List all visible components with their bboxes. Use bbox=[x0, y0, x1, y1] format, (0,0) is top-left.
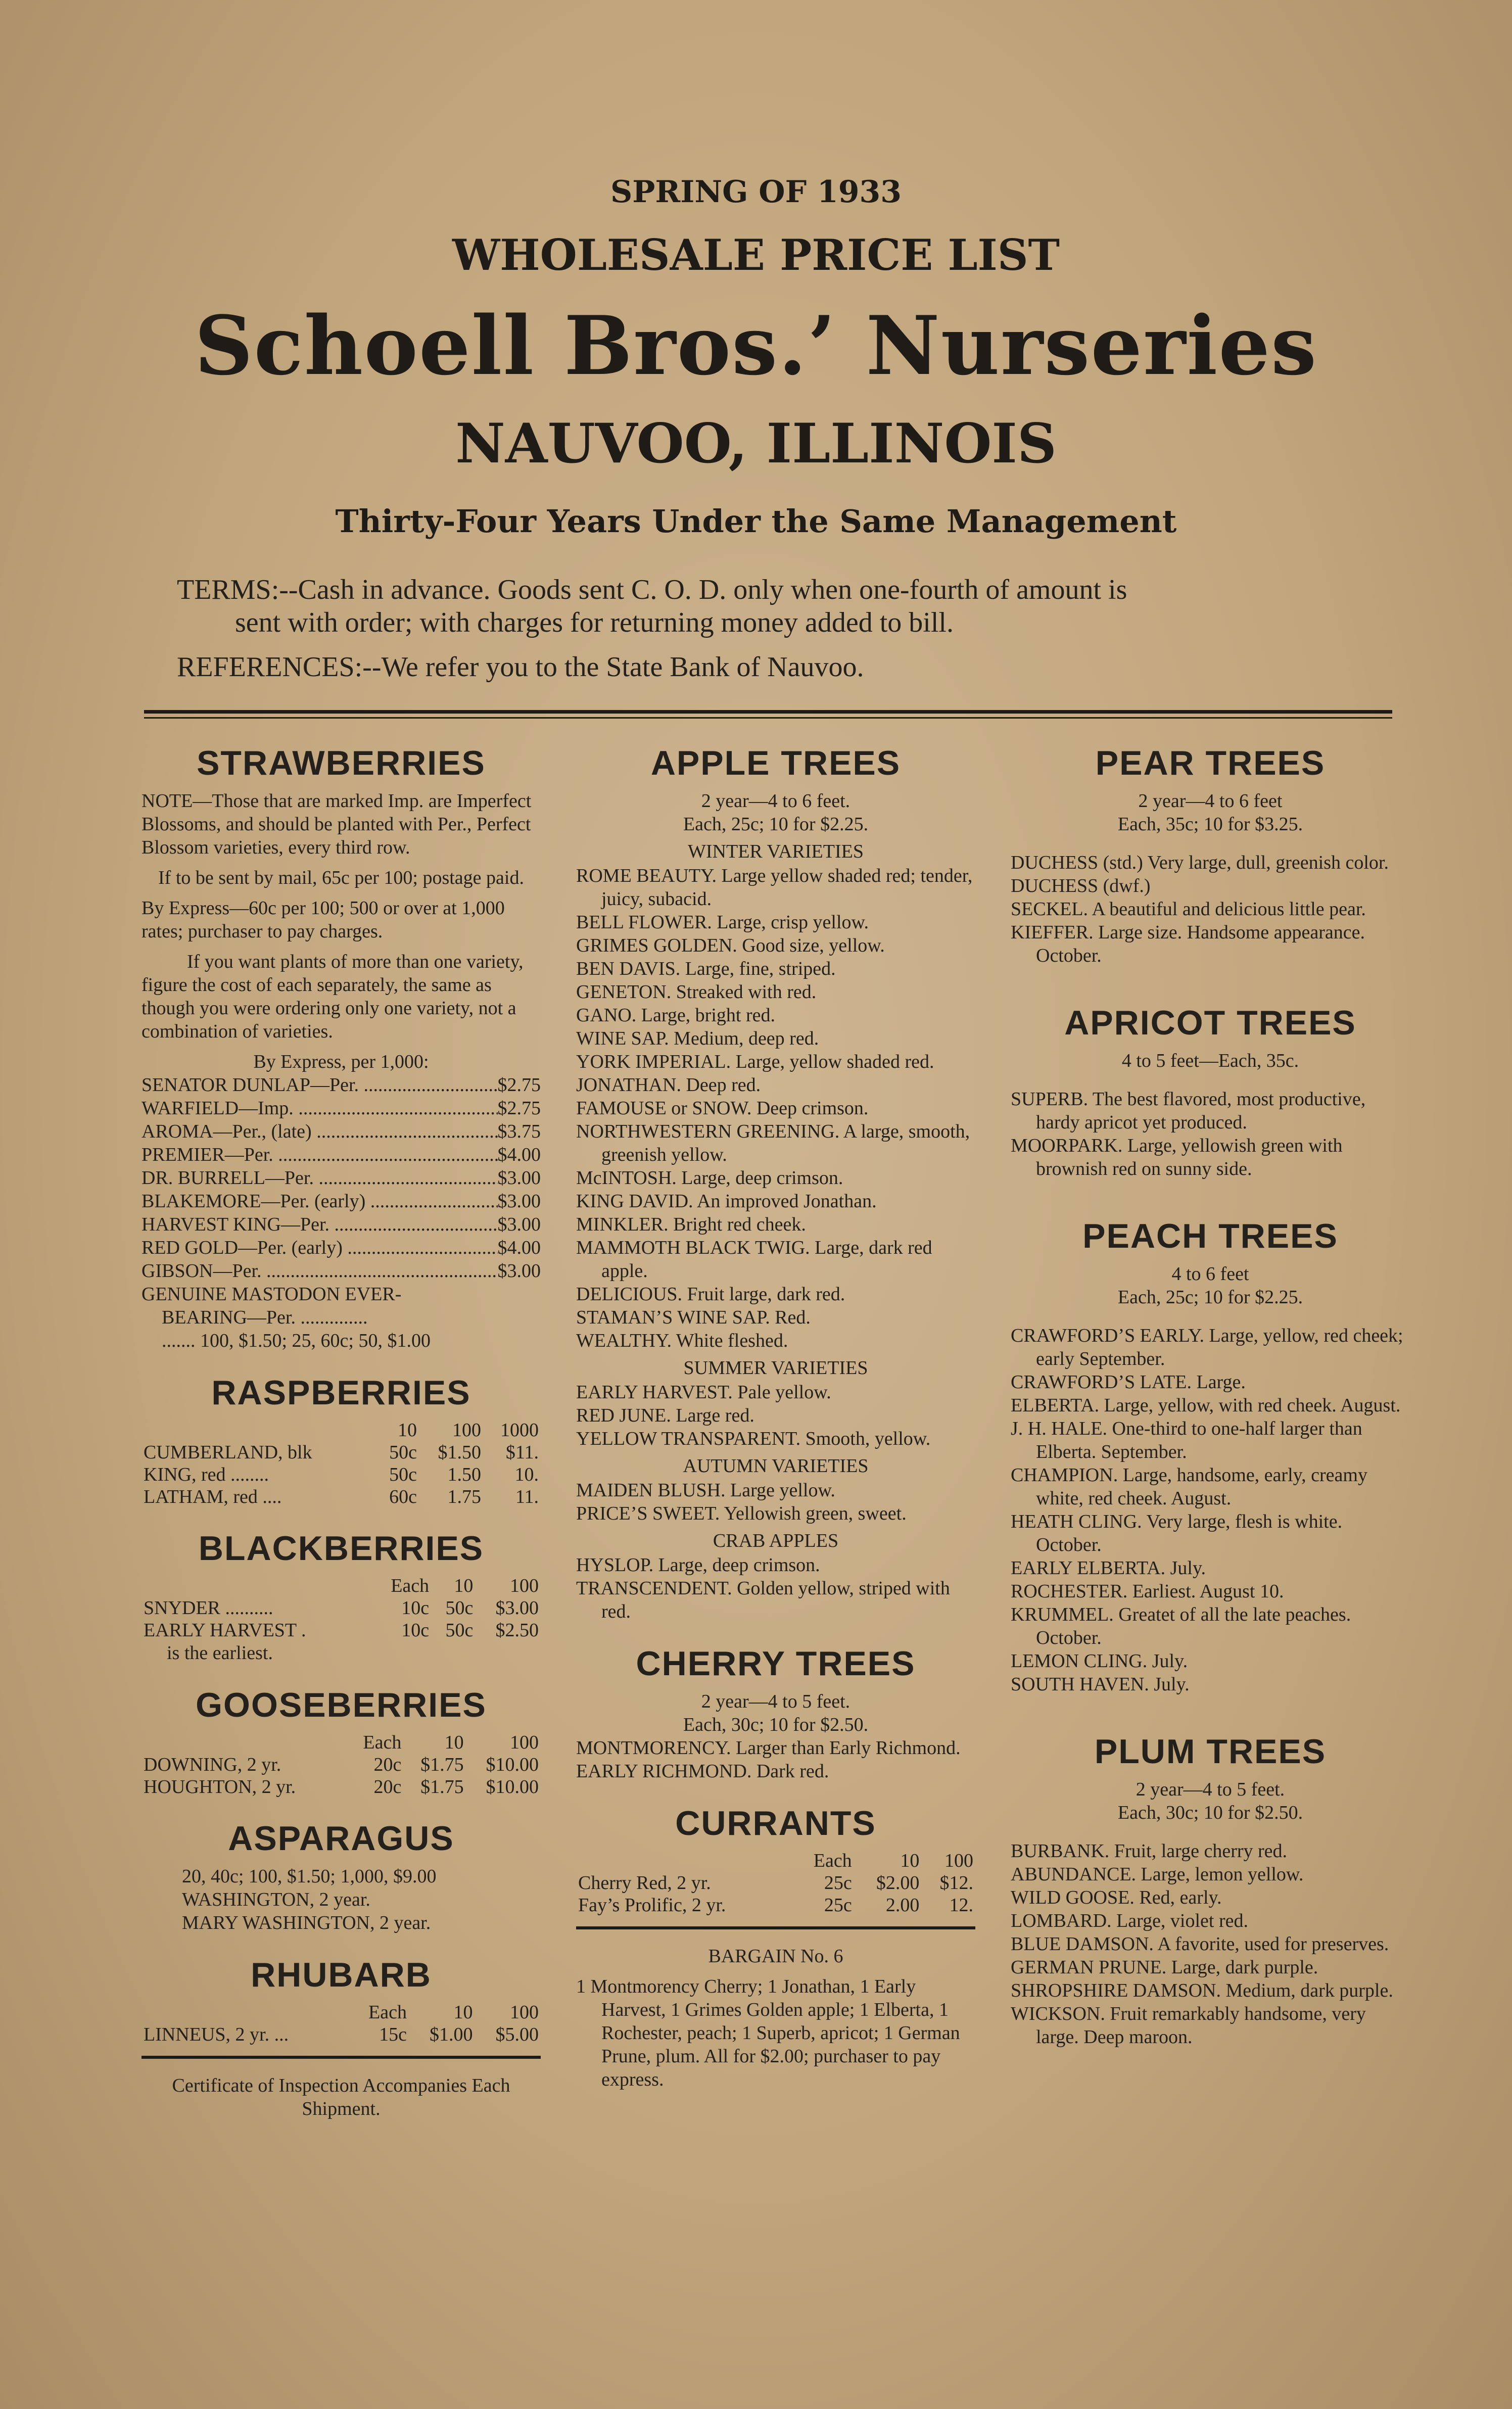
pear-list bbox=[1011, 851, 1410, 967]
price-cell: $1.50 bbox=[438, 1442, 481, 1463]
apple-variety: ROME BEAUTY. Large yellow shaded red; tender, juicy, subacid. bbox=[576, 865, 973, 910]
rhubarb-price-table bbox=[141, 2001, 541, 2046]
apple-trees-title: APPLE TREES bbox=[650, 744, 901, 782]
apricot-variety: MOORPARK. Large, yellowish green with brownish red on sunny side. bbox=[1011, 1135, 1343, 1179]
table-row bbox=[141, 1754, 541, 1776]
strawberries-note: NOTE—Those that are marked Imp. are Imperfect Blossoms, and should be planted with Per., Perfect Blossom varieties, every third row. bbox=[141, 790, 532, 858]
apple-price: Each, 25c; 10 for $2.25. bbox=[683, 814, 869, 835]
apple-summer-label: SUMMER VARIETIES bbox=[683, 1357, 868, 1379]
price-cell: $3.00 bbox=[495, 1597, 539, 1619]
strawberry-price: $2.75 bbox=[497, 1098, 541, 1119]
pear-variety: SECKEL. A beautiful and delicious little pear. bbox=[1011, 899, 1366, 920]
plum-variety: ABUNDANCE. Large, lemon yellow. bbox=[1011, 1864, 1304, 1885]
strawberry-row bbox=[141, 1143, 541, 1166]
blackberries-note: is the earliest. bbox=[167, 1642, 273, 1664]
apple-variety: PRICE’S SWEET. Yellowish green, sweet. bbox=[576, 1503, 907, 1524]
pear-variety: DUCHESS (dwf.) bbox=[1011, 875, 1151, 896]
rhubarb-title: RHUBARB bbox=[251, 1956, 432, 1994]
column-header bbox=[141, 1731, 348, 1754]
cherry-price: Each, 30c; 10 for $2.50. bbox=[683, 1714, 869, 1735]
price-cell: 1.50 bbox=[447, 1464, 481, 1485]
strawberries-multi-variety-note: If you want plants of more than one variety, figure the cost of each separately, the same as though you were ordering only one variety, not a combination of varieties. bbox=[141, 951, 524, 1042]
apple-variety: MAIDEN BLUSH. Large yellow. bbox=[576, 1480, 835, 1501]
pear-size: 2 year—4 to 6 feet bbox=[1138, 790, 1283, 812]
apple-variety: KING DAVID. An improved Jonathan. bbox=[576, 1191, 877, 1212]
plum-variety: SHROPSHIRE DAMSON. Medium, dark purple. bbox=[1011, 1980, 1393, 2001]
price-cell: $1.00 bbox=[429, 2024, 473, 2045]
price-cell: $1.75 bbox=[420, 1754, 464, 1775]
apple-autumn-list bbox=[576, 1479, 975, 1525]
strawberry-row bbox=[141, 1236, 541, 1259]
mastodon-line-2: BEARING—Per. .............. bbox=[162, 1307, 368, 1328]
plum-trees-title: PLUM TREES bbox=[1094, 1732, 1327, 1771]
column-header: 10 bbox=[900, 1850, 920, 1871]
strawberry-price: $3.75 bbox=[497, 1121, 541, 1142]
column-header bbox=[141, 1419, 376, 1441]
apple-variety: JONATHAN. Deep red. bbox=[576, 1074, 761, 1096]
apricot-variety: SUPERB. The best flavored, most productive, hardy apricot yet produced. bbox=[1011, 1089, 1366, 1133]
table-row bbox=[141, 1776, 541, 1798]
terms-line-2: sent with order; with charges for returning money added to bill. bbox=[235, 607, 954, 638]
apple-variety: WEALTHY. White fleshed. bbox=[576, 1330, 788, 1351]
price-cell: 2.00 bbox=[885, 1895, 920, 1916]
blackberries-price-table bbox=[141, 1575, 541, 1641]
crab-apples-label: CRAB APPLES bbox=[713, 1530, 839, 1551]
references-line: REFERENCES:--We refer you to the State Bank of Nauvoo. bbox=[177, 651, 864, 683]
price-cell: 20c bbox=[373, 1776, 402, 1798]
plum-variety: GERMAN PRUNE. Large, dark purple. bbox=[1011, 1957, 1318, 1978]
certificate-divider bbox=[141, 2056, 541, 2059]
apple-size: 2 year—4 to 6 feet. bbox=[701, 790, 850, 812]
peach-price: Each, 25c; 10 for $2.25. bbox=[1117, 1287, 1303, 1308]
peach-variety: LEMON CLING. July. bbox=[1011, 1650, 1188, 1672]
variety-cell: LATHAM, red .... bbox=[144, 1486, 282, 1507]
strawberry-row bbox=[141, 1190, 541, 1213]
plum-variety: BURBANK. Fruit, large cherry red. bbox=[1011, 1840, 1288, 1862]
apple-variety: GANO. Large, bright red. bbox=[576, 1005, 775, 1026]
rhubarb-section bbox=[141, 1955, 541, 2046]
variety-cell: Cherry Red, 2 yr. bbox=[578, 1872, 711, 1894]
pear-variety: KIEFFER. Large size. Handsome appearance. October. bbox=[1011, 922, 1365, 966]
apple-variety: MAMMOTH BLACK TWIG. Large, dark red apple. bbox=[576, 1237, 932, 1282]
apple-variety: STAMAN’S WINE SAP. Red. bbox=[576, 1307, 811, 1328]
variety-cell: EARLY HARVEST . bbox=[144, 1620, 306, 1641]
price-cell: $1.75 bbox=[420, 1776, 464, 1798]
cherry-trees-section bbox=[576, 1643, 975, 1783]
apple-variety: BELL FLOWER. Large, crisp yellow. bbox=[576, 912, 869, 933]
apple-autumn-label: AUTUMN VARIETIES bbox=[683, 1455, 869, 1477]
variety-cell: DOWNING, 2 yr. bbox=[144, 1754, 281, 1775]
strawberry-row bbox=[141, 1120, 541, 1143]
crab-apple-variety: TRANSCENDENT. Golden yellow, striped with red. bbox=[576, 1578, 950, 1622]
plum-variety: LOMBARD. Large, violet red. bbox=[1011, 1910, 1248, 1931]
price-cell: 50c bbox=[389, 1464, 417, 1485]
price-cell: 10c bbox=[401, 1620, 430, 1641]
peach-list bbox=[1011, 1324, 1410, 1696]
column-header: 100 bbox=[510, 1732, 539, 1753]
column-header: Each bbox=[391, 1575, 430, 1596]
asparagus-variety: MARY WASHINGTON, 2 year. bbox=[182, 1912, 431, 1933]
company-name: Schoell Bros.’ Nurseries bbox=[194, 298, 1318, 393]
peach-size: 4 to 6 feet bbox=[1171, 1263, 1249, 1285]
season-heading: SPRING OF 1933 bbox=[610, 174, 902, 210]
column-header: Each bbox=[368, 2002, 407, 2023]
gooseberries-section bbox=[141, 1685, 541, 1798]
strawberries-price-list bbox=[141, 1073, 541, 1283]
price-cell: 50c bbox=[389, 1442, 417, 1463]
certificate-note: Certificate of Inspection Accompanies Each Shipment. bbox=[172, 2075, 510, 2119]
price-cell: $12. bbox=[939, 1872, 973, 1894]
asparagus-title: ASPARAGUS bbox=[228, 1819, 454, 1858]
strawberry-variety: WARFIELD—Imp. ..... bbox=[141, 1097, 498, 1120]
apple-variety: GENETON. Streaked with red. bbox=[576, 981, 817, 1003]
apple-variety: FAMOUSE or SNOW. Deep crimson. bbox=[576, 1098, 869, 1119]
gooseberries-title: GOOSEBERRIES bbox=[196, 1686, 487, 1724]
price-cell: 11. bbox=[515, 1486, 539, 1507]
strawberries-title: STRAWBERRIES bbox=[197, 744, 486, 782]
apple-variety: EARLY HARVEST. Pale yellow. bbox=[576, 1382, 831, 1403]
price-cell: $10.00 bbox=[486, 1754, 539, 1775]
apple-trees-section bbox=[576, 743, 975, 1623]
currants-section bbox=[576, 1803, 975, 1916]
table-header-row bbox=[141, 1419, 541, 1441]
apple-winter-list bbox=[576, 864, 975, 1352]
strawberry-price: $2.75 bbox=[497, 1074, 541, 1096]
price-cell: $10.00 bbox=[486, 1776, 539, 1798]
crab-apple-variety: HYSLOP. Large, deep crimson. bbox=[576, 1554, 820, 1576]
column-header: 10 bbox=[398, 1420, 417, 1441]
variety-cell: LINNEUS, 2 yr. ... bbox=[144, 2024, 289, 2045]
price-cell: 25c bbox=[824, 1872, 852, 1894]
blackberries-section bbox=[141, 1528, 541, 1665]
table-row bbox=[141, 1463, 541, 1486]
strawberries-section bbox=[141, 743, 541, 1352]
table-row bbox=[576, 1872, 975, 1894]
apple-winter-label: WINTER VARIETIES bbox=[688, 841, 864, 862]
price-cell: $11. bbox=[505, 1442, 539, 1463]
peach-variety: KRUMMEL. Greatet of all the late peaches. October. bbox=[1011, 1604, 1351, 1648]
header-divider-thin bbox=[144, 717, 1392, 719]
peach-variety: CRAWFORD’S LATE. Large. bbox=[1011, 1372, 1246, 1393]
apple-variety: WINE SAP. Medium, deep red. bbox=[576, 1028, 819, 1049]
bargain-section bbox=[576, 1945, 975, 2091]
mastodon-line-1: GENUINE MASTODON EVER- bbox=[141, 1284, 402, 1305]
strawberry-row bbox=[141, 1166, 541, 1190]
plum-variety: WICKSON. Fruit remarkably handsome, very large. Deep maroon. bbox=[1011, 2003, 1366, 2048]
column-apples-cherries bbox=[576, 743, 975, 2091]
cherry-trees-title: CHERRY TREES bbox=[636, 1644, 916, 1683]
table-header-row bbox=[141, 1731, 541, 1754]
raspberries-section bbox=[141, 1373, 541, 1508]
plum-size: 2 year—4 to 5 feet. bbox=[1136, 1779, 1285, 1800]
strawberry-variety: PREMIER—Per. ..... bbox=[141, 1143, 498, 1166]
peach-variety: SOUTH HAVEN. July. bbox=[1011, 1674, 1190, 1695]
price-cell: 10. bbox=[514, 1464, 539, 1485]
strawberry-variety: DR. BURRELL—Per. ..... bbox=[141, 1166, 498, 1190]
strawberries-express-rate: By Express—60c per 100; 500 or over at 1,000 rates; purchaser to pay charges. bbox=[141, 898, 505, 942]
cherry-size: 2 year—4 to 5 feet. bbox=[701, 1691, 850, 1712]
price-cell: 10c bbox=[401, 1597, 430, 1619]
price-cell: 15c bbox=[379, 2024, 407, 2045]
asparagus-prices: 20, 40c; 100, $1.50; 1,000, $9.00 bbox=[182, 1866, 437, 1887]
peach-trees-title: PEACH TREES bbox=[1082, 1217, 1338, 1255]
apricot-price: 4 to 5 feet—Each, 35c. bbox=[1121, 1050, 1299, 1071]
bargain-title: BARGAIN No. 6 bbox=[708, 1946, 843, 1967]
strawberry-variety: BLAKEMORE—Per. (early) ..... bbox=[141, 1190, 498, 1213]
column-header: 10 bbox=[453, 2002, 473, 2023]
plum-price: Each, 30c; 10 for $2.50. bbox=[1117, 1802, 1303, 1823]
strawberry-price: $3.00 bbox=[497, 1167, 541, 1189]
strawberry-variety: HARVEST KING—Per. ..... bbox=[141, 1213, 498, 1236]
plum-list bbox=[1011, 1839, 1410, 2049]
table-row bbox=[141, 1486, 541, 1508]
table-header-row bbox=[576, 1850, 975, 1872]
cherry-list bbox=[576, 1736, 975, 1783]
column-header: 1000 bbox=[500, 1420, 539, 1441]
apricot-trees-title: APRICOT TREES bbox=[1064, 1004, 1356, 1042]
table-row bbox=[141, 1597, 541, 1619]
column-header bbox=[576, 1850, 793, 1872]
strawberry-row bbox=[141, 1213, 541, 1236]
peach-variety: ELBERTA. Large, yellow, with red cheek. August. bbox=[1011, 1395, 1401, 1416]
tagline: Thirty-Four Years Under the Same Management bbox=[335, 503, 1177, 540]
apple-variety: YORK IMPERIAL. Large, yellow shaded red. bbox=[576, 1051, 934, 1072]
table-header-row bbox=[141, 1575, 541, 1597]
apple-variety: NORTHWESTERN GREENING. A large, smooth, greenish yellow. bbox=[576, 1121, 970, 1165]
strawberry-price: $4.00 bbox=[497, 1144, 541, 1165]
variety-cell: HOUGHTON, 2 yr. bbox=[144, 1776, 296, 1798]
peach-variety: CHAMPION. Large, handsome, early, creamy white, red cheek. August. bbox=[1011, 1465, 1367, 1509]
pear-trees-title: PEAR TREES bbox=[1095, 744, 1326, 782]
cherry-variety: EARLY RICHMOND. Dark red. bbox=[576, 1761, 829, 1782]
apricot-trees-section bbox=[1011, 1003, 1410, 1180]
currants-price-table bbox=[576, 1850, 975, 1916]
column-header: 100 bbox=[452, 1420, 481, 1441]
currants-title: CURRANTS bbox=[675, 1804, 876, 1843]
peach-variety: ROCHESTER. Earliest. August 10. bbox=[1011, 1581, 1284, 1602]
peach-trees-section bbox=[1011, 1216, 1410, 1696]
strawberry-row bbox=[141, 1259, 541, 1283]
price-cell: $2.50 bbox=[495, 1620, 539, 1641]
crab-apples-list bbox=[576, 1553, 975, 1623]
mastodon-prices: ....... 100, $1.50; 25, 60c; 50, $1.00 bbox=[162, 1330, 431, 1351]
price-cell: $2.00 bbox=[876, 1872, 920, 1894]
column-header: 100 bbox=[510, 1575, 539, 1596]
column-header: Each bbox=[813, 1850, 852, 1871]
column-header: 10 bbox=[454, 1575, 474, 1596]
apple-variety: BEN DAVIS. Large, fine, striped. bbox=[576, 958, 836, 979]
variety-cell: CUMBERLAND, blk bbox=[144, 1442, 312, 1463]
price-cell: 12. bbox=[949, 1895, 973, 1916]
column-header: 100 bbox=[510, 2002, 539, 2023]
plum-trees-section bbox=[1011, 1731, 1410, 2049]
header-divider-thick bbox=[144, 710, 1392, 714]
apricot-list bbox=[1011, 1088, 1410, 1180]
apple-variety: MINKLER. Bright red cheek. bbox=[576, 1214, 806, 1235]
table-row bbox=[141, 1441, 541, 1463]
strawberry-variety: SENATOR DUNLAP—Per. ..... bbox=[141, 1073, 498, 1097]
table-row bbox=[576, 1894, 975, 1916]
plum-variety: WILD GOOSE. Red, early. bbox=[1011, 1887, 1222, 1908]
bargain-offer: 1 Montmorency Cherry; 1 Jonathan, 1 Early Harvest, 1 Grimes Golden apple; 1 Elberta, 1 Rochester, peach; 1 Superb, apricot; 1 German Prune, plum. All for $2.00; purchaser to pay express. bbox=[576, 1976, 960, 2090]
column-header bbox=[141, 1575, 372, 1597]
price-cell: 60c bbox=[389, 1486, 417, 1507]
table-row bbox=[141, 1619, 541, 1641]
strawberry-variety: AROMA—Per., (late) ..... bbox=[141, 1120, 498, 1143]
variety-cell: Fay’s Prolific, 2 yr. bbox=[578, 1895, 726, 1916]
price-cell: 1.75 bbox=[447, 1486, 481, 1507]
pear-trees-section bbox=[1011, 743, 1410, 967]
peach-variety: J. H. HALE. One-third to one-half larger than Elberta. September. bbox=[1011, 1418, 1362, 1462]
strawberry-variety: GIBSON—Per. ..... bbox=[141, 1259, 498, 1283]
asparagus-variety: WASHINGTON, 2 year. bbox=[182, 1889, 370, 1910]
asparagus-section bbox=[141, 1818, 541, 1934]
strawberries-per-thousand-label: By Express, per 1,000: bbox=[253, 1051, 429, 1072]
strawberry-row bbox=[141, 1073, 541, 1097]
apple-variety: GRIMES GOLDEN. Good size, yellow. bbox=[576, 935, 885, 956]
price-cell: $5.00 bbox=[495, 2024, 539, 2045]
peach-variety: CRAWFORD’S EARLY. Large, yellow, red cheek; early September. bbox=[1011, 1325, 1403, 1369]
cherry-variety: MONTMORENCY. Larger than Early Richmond. bbox=[576, 1737, 961, 1759]
strawberry-price: $3.00 bbox=[497, 1214, 541, 1235]
gooseberries-price-table bbox=[141, 1731, 541, 1798]
raspberries-price-table bbox=[141, 1419, 541, 1508]
apple-summer-list bbox=[576, 1381, 975, 1450]
strawberry-variety: RED GOLD—Per. (early) ..... bbox=[141, 1236, 498, 1259]
price-cell: 50c bbox=[445, 1597, 474, 1619]
column-header: 10 bbox=[444, 1732, 464, 1753]
strawberry-price: $4.00 bbox=[497, 1237, 541, 1258]
column-header: Each bbox=[363, 1732, 402, 1753]
strawberries-mail-rate: If to be sent by mail, 65c per 100; postage paid. bbox=[158, 867, 524, 888]
variety-cell: KING, red ........ bbox=[144, 1464, 269, 1485]
column-header bbox=[141, 2001, 350, 2023]
variety-cell: SNYDER .......... bbox=[144, 1597, 273, 1619]
blackberries-title: BLACKBERRIES bbox=[198, 1529, 484, 1568]
table-header-row bbox=[141, 2001, 541, 2023]
price-list-title: WHOLESALE PRICE LIST bbox=[452, 230, 1060, 280]
price-cell: 25c bbox=[824, 1895, 852, 1916]
pear-price: Each, 35c; 10 for $3.25. bbox=[1117, 814, 1303, 835]
pear-variety: DUCHESS (std.) Very large, dull, greenish color. bbox=[1011, 852, 1389, 873]
strawberry-price: $3.00 bbox=[497, 1191, 541, 1212]
column-header: 100 bbox=[944, 1850, 973, 1871]
apple-variety: DELICIOUS. Fruit large, dark red. bbox=[576, 1284, 845, 1305]
price-cell: 50c bbox=[445, 1620, 474, 1641]
price-cell: 20c bbox=[373, 1754, 402, 1775]
plum-variety: BLUE DAMSON. A favorite, used for preserves. bbox=[1011, 1933, 1389, 1955]
peach-variety: EARLY ELBERTA. July. bbox=[1011, 1557, 1206, 1579]
raspberries-title: RASPBERRIES bbox=[211, 1374, 471, 1412]
strawberry-price: $3.00 bbox=[497, 1260, 541, 1282]
bargain-divider bbox=[576, 1926, 975, 1929]
apple-variety: YELLOW TRANSPARENT. Smooth, yellow. bbox=[576, 1428, 931, 1449]
column-small-fruits bbox=[141, 743, 541, 2120]
terms-line-1: TERMS:--Cash in advance. Goods sent C. O. D. only when one-fourth of amount is bbox=[177, 574, 1127, 605]
table-row bbox=[141, 2023, 541, 2046]
apple-variety: RED JUNE. Large red. bbox=[576, 1405, 754, 1426]
apple-variety: McINTOSH. Large, deep crimson. bbox=[576, 1167, 843, 1189]
strawberry-row bbox=[141, 1097, 541, 1120]
column-stone-fruits bbox=[1011, 743, 1410, 2049]
peach-variety: HEATH CLING. Very large, flesh is white. October. bbox=[1011, 1511, 1343, 1555]
company-location: NAUVOO, ILLINOIS bbox=[455, 412, 1057, 476]
